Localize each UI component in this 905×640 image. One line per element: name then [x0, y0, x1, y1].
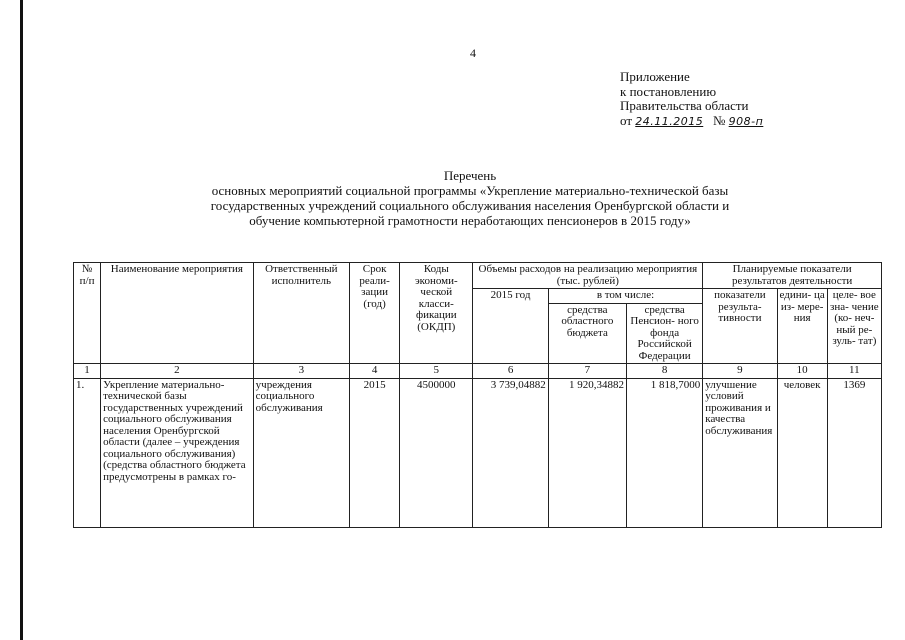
appendix-line-1: Приложение	[620, 69, 690, 84]
column-number: 8	[626, 364, 702, 379]
column-number: 2	[101, 364, 254, 379]
header-pension-fund: средства Пенсион- ного фонда Российской Федерации	[626, 303, 702, 364]
row-unit: человек	[777, 378, 827, 527]
date-prefix: от	[620, 112, 633, 128]
row-code: 4500000	[400, 378, 473, 527]
title-line-3: государственных учреждений социального обслуживания населения Оренбургской области и	[210, 198, 730, 213]
column-number: 11	[827, 364, 881, 379]
appendix-date-line	[620, 114, 763, 130]
column-number: 1	[74, 364, 101, 379]
column-number: 9	[703, 364, 777, 379]
header-executor: Ответственный исполнитель	[253, 263, 349, 364]
header-term: Срок реали- зации (год)	[350, 263, 400, 364]
column-number: 4	[350, 364, 400, 379]
title-line-4: обучение компьютерной грамотности неработающих пенсионеров в 2015 году»	[249, 213, 691, 228]
header-year-2015: 2015 год	[473, 289, 548, 364]
column-number: 7	[548, 364, 626, 379]
header-expenses: Объемы расходов на реализацию мероприятия (тыс. рублей)	[473, 263, 703, 289]
row-term: 2015	[350, 378, 400, 527]
header-planned: Планируемые показатели результатов деятельности	[703, 263, 882, 289]
handwritten-date: 24.11.2015	[635, 114, 704, 128]
row-target: 1369	[827, 378, 881, 527]
column-number: 6	[473, 364, 548, 379]
header-num: № п/п	[74, 263, 101, 364]
header-unit: едини- ца из- мере- ния	[777, 289, 827, 364]
scan-edge-line	[20, 0, 23, 640]
document-title	[140, 168, 800, 228]
number-prefix: №	[713, 112, 726, 128]
header-target: целе- вое зна- чение (ко- неч- ный ре- зуль- тат)	[827, 289, 881, 364]
row-name-cell	[101, 378, 254, 527]
column-number: 10	[777, 364, 827, 379]
row-regional: 1 920,34882	[548, 378, 626, 527]
column-number: 3	[253, 364, 349, 379]
header-including: в том числе:	[548, 289, 703, 304]
header-codes: Коды экономи- ческой класси- фикации (ОКДП)	[400, 263, 473, 364]
column-number-row	[74, 364, 882, 379]
title-line-2: основных мероприятий социальной программы «Укрепление материально-технической базы	[211, 183, 729, 198]
measures-table	[73, 262, 882, 528]
page-number: 4	[470, 46, 476, 60]
appendix-block	[620, 70, 763, 129]
header-indicator: показатели результа- тивности	[703, 289, 777, 364]
header-name: Наименование мероприятия	[101, 263, 254, 364]
row-total: 3 739,04882	[473, 378, 548, 527]
row-num: 1.	[74, 378, 101, 527]
table-row	[74, 378, 882, 527]
title-line-1: Перечень	[443, 168, 497, 183]
appendix-line-3: Правительства области	[620, 98, 749, 114]
row-pension: 1 818,7000	[626, 378, 702, 527]
appendix-line-2: к постановлению	[620, 83, 717, 99]
header-regional-budget: средства областного бюджета	[548, 303, 626, 364]
handwritten-number: 908-п	[728, 114, 764, 128]
column-number: 5	[400, 364, 473, 379]
row-executor: учреждения социального обслуживания	[253, 378, 349, 527]
row-name: Укрепление материально-технической базы государственных учреждений социального обслуживания населения Оренбургской области (далее – учреждения социального обслуживания) (средства областного бюджета предусмотрены в рамках го-	[103, 379, 246, 483]
row-indicator: улучшение условий проживания и качества обслуживания	[703, 378, 777, 527]
